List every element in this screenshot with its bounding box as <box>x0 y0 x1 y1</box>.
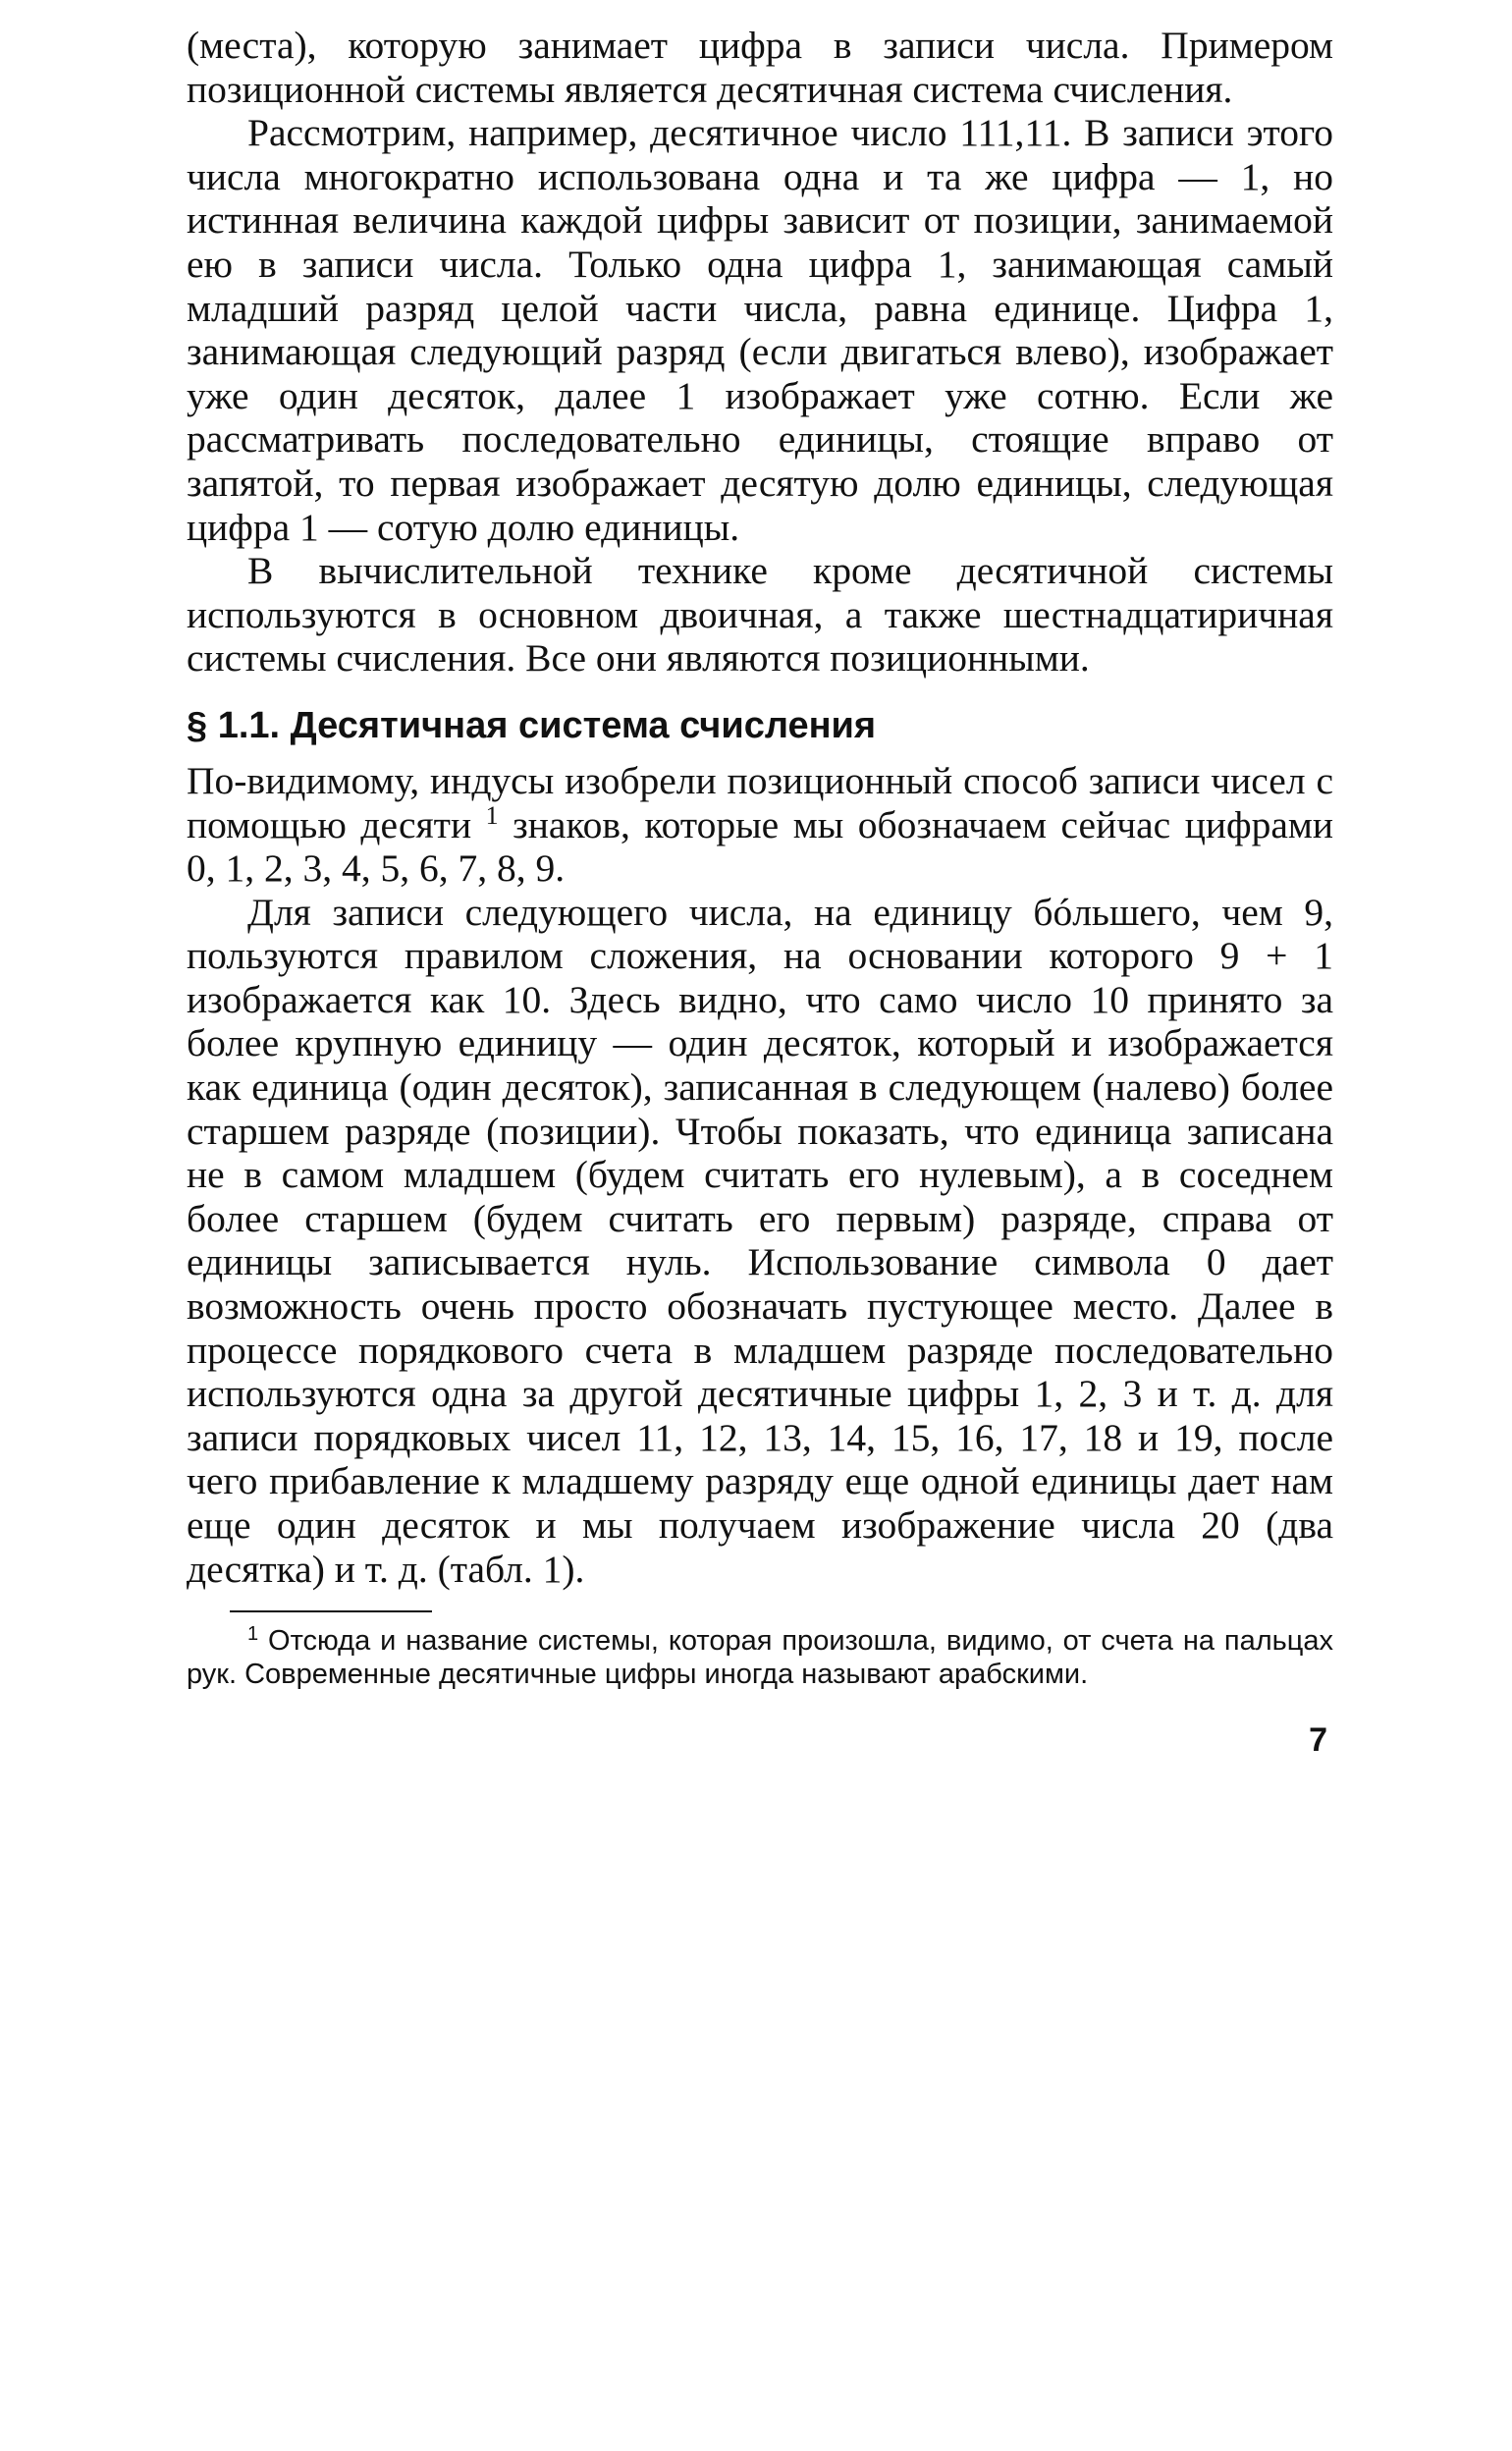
paragraph-decimal-example: Рассмотрим, например, десятичное число 111,11. В записи этого числа многократно использована одна и та же цифра — 1, но истинная величина каждой цифры зависит от позиции, занимаемой ею в записи числа. Только одна цифра 1, занимающая самый младший разряд целой части числа, равна единице. Цифра 1, занимающая следующий разряд (если двигаться влево), изображает уже один десяток, далее 1 изображает уже сотню. Если же рассматривать последовательно единицы, стоящие вправо от запятой, то первая изображает десятую долю единицы, следующая цифра 1 — сотую долю единицы. <box>187 111 1333 549</box>
paragraph-hindu-invention <box>187 759 1333 891</box>
paragraph-text-part: По-видимому, индусы изобрели позиционный способ записи чисел с помощью десяти <box>187 758 1333 846</box>
footnote <box>187 1624 1333 1691</box>
footnote-number: 1 <box>247 1623 259 1646</box>
footnote-reference: 1 <box>485 800 499 830</box>
footnote-divider <box>230 1610 432 1612</box>
paragraph-text-part: знаков, которые мы обозначаем сейчас цифрами 0, 1, 2, 3, 4, 5, 6, 7, 8, 9. <box>187 802 1333 891</box>
paragraph-counting-rule: Для записи следующего числа, на единицу бóльшего, чем 9, пользуются правилом сложения, на основании которого 9 + 1 изображается как 10. Здесь видно, что само число 10 принято за более крупную единицу — один десяток, который и изображается как единица (один десяток), записанная в следующем (налево) более старшем разряде (позиции). Чтобы показать, что единица записана не в самом младшем (будем считать его нулевым), а в соседнем более старшем (будем считать его первым) разряде, справа от единицы записывается нуль. Использование символа 0 дает возможность очень просто обозначать пустующее место. Далее в процессе порядкового счета в младшем разряде последовательно используются одна за другой десятичные цифры 1, 2, 3 и т. д. для записи порядковых чисел 11, 12, 13, 14, 15, 16, 17, 18 и 19, после чего прибавление к младшему разряду еще одной единицы дает нам еще один десяток и мы получаем изображение числа 20 (два десятка) и т. д. (табл. 1). <box>187 890 1333 1591</box>
paragraph-computing-systems: В вычислительной технике кроме десятичной системы используются в основном двоичная, а также шестнадцатиричная системы счисления. Все они являются позиционными. <box>187 549 1333 681</box>
section-heading: § 1.1. Десятичная система счисления <box>187 704 877 746</box>
paragraph-positional-system-intro: (места), которую занимает цифра в записи числа. Примером позиционной системы является десятичная система счисления. <box>187 24 1333 111</box>
book-page <box>187 24 1333 1760</box>
footnote-text: Отсюда и название системы, которая произошла, видимо, от счета на пальцах рук. Современные десятичные цифры иногда называют арабскими. <box>187 1625 1333 1691</box>
page-number: 7 <box>1309 1721 1327 1760</box>
